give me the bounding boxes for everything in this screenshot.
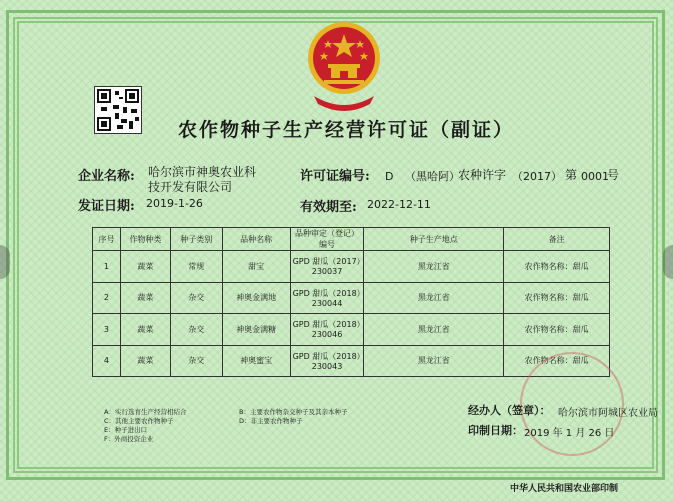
cell-remark: 农作物名称：甜瓜 <box>504 345 610 377</box>
header-code: 品种审定（登记）编号 <box>290 228 364 251</box>
cell-category: 杂交 <box>170 314 222 346</box>
cell-category: 杂交 <box>170 345 222 377</box>
cell-no: 2 <box>93 282 121 314</box>
company-name-line1: 哈尔滨市神奥农业科 <box>148 165 257 179</box>
code-line2: 230037 <box>311 267 343 277</box>
cell-location: 黑龙江省 <box>364 345 504 377</box>
issue-date-value: 2019-1-26 <box>146 197 203 210</box>
note-d: D：非主要农作物种子 <box>239 417 303 425</box>
qr-code-icon <box>94 86 142 134</box>
license-region: （黑哈阿） <box>405 170 460 183</box>
note-b: B：主要农作物杂交种子及其亲本种子 <box>239 408 348 416</box>
header-location: 种子生产地点 <box>364 228 504 251</box>
valid-until-value: 2022-12-11 <box>367 198 431 211</box>
cell-variety: 神奥金满地 <box>222 282 290 314</box>
print-date-value: 2019 年 1 月 26 日 <box>524 428 615 439</box>
code-line1: GPD 甜瓜（2018） <box>292 351 365 361</box>
license-type-label: 农种许字 <box>458 168 507 182</box>
note-e: E：种子进出口 <box>104 426 148 434</box>
license-number: 0001 <box>581 170 609 183</box>
company-label: 企业名称: <box>78 169 135 184</box>
cell-remark: 农作物名称：甜瓜 <box>504 282 610 314</box>
cell-category: 常规 <box>170 251 222 283</box>
cell-code <box>290 314 364 346</box>
cell-variety: 神奥金满糖 <box>222 314 290 346</box>
license-label: 许可证编号: <box>300 169 370 184</box>
cell-variety: 甜宝 <box>222 251 290 283</box>
header-remark: 备注 <box>504 228 610 251</box>
header-no: 序号 <box>93 228 121 251</box>
cell-location: 黑龙江省 <box>364 282 504 314</box>
print-date-label: 印制日期： <box>468 424 523 437</box>
variety-table <box>92 227 610 377</box>
code-line1: GPD 甜瓜（2018） <box>292 320 365 330</box>
header-category: 种子类别 <box>170 228 222 251</box>
valid-until-label: 有效期至: <box>300 200 357 215</box>
cell-crop: 蔬菜 <box>120 251 170 283</box>
note-f: F：外商投资企业 <box>104 435 154 443</box>
code-line1: GPD 甜瓜（2018） <box>292 288 365 298</box>
table-row <box>93 282 610 314</box>
cell-category: 杂交 <box>170 282 222 314</box>
code-line1: GPD 甜瓜（2017） <box>292 257 365 267</box>
prev-page-handle[interactable] <box>0 245 10 279</box>
cell-no: 3 <box>93 314 121 346</box>
cell-location: 黑龙江省 <box>364 314 504 346</box>
company-name-line2: 技开发有限公司 <box>148 180 233 194</box>
category-notes <box>104 408 384 444</box>
header-crop: 作物种类 <box>120 228 170 251</box>
cell-crop: 蔬菜 <box>120 282 170 314</box>
header-variety: 品种名称 <box>222 228 290 251</box>
document-title: 农作物种子生产经营许可证（副证） <box>177 119 514 141</box>
table-header-row <box>93 228 610 251</box>
cell-crop: 蔬菜 <box>120 314 170 346</box>
license-prefix: D <box>385 170 394 183</box>
cell-no: 4 <box>93 345 121 377</box>
cell-code <box>290 345 364 377</box>
table-row <box>93 251 610 283</box>
cell-remark: 农作物名称：甜瓜 <box>504 251 610 283</box>
license-hao: 号 <box>607 168 620 182</box>
note-c: C：其他主要农作物种子 <box>104 417 174 425</box>
next-page-handle[interactable] <box>663 245 673 279</box>
cell-code <box>290 282 364 314</box>
license-di: 第 <box>565 168 578 182</box>
code-line2: 230044 <box>311 298 343 308</box>
cell-crop: 蔬菜 <box>120 345 170 377</box>
handler-label: 经办人（签章）： <box>468 404 551 417</box>
cell-location: 黑龙江省 <box>364 251 504 283</box>
cell-no: 1 <box>93 251 121 283</box>
code-line2: 230046 <box>311 330 343 340</box>
license-year: （2017） <box>512 170 562 183</box>
national-emblem-icon <box>306 18 382 112</box>
note-a: A：实行选育生产经营相结合 <box>104 408 187 416</box>
code-line2: 230043 <box>311 361 343 371</box>
cell-code <box>290 251 364 283</box>
footer-printer: 中华人民共和国农业部印制 <box>510 484 619 494</box>
issue-date-label: 发证日期: <box>78 199 135 214</box>
table-row <box>93 314 610 346</box>
handler-value: 哈尔滨市阿城区农业局 <box>558 408 658 419</box>
cell-variety: 神奥蜜宝 <box>222 345 290 377</box>
cell-remark: 农作物名称：甜瓜 <box>504 314 610 346</box>
